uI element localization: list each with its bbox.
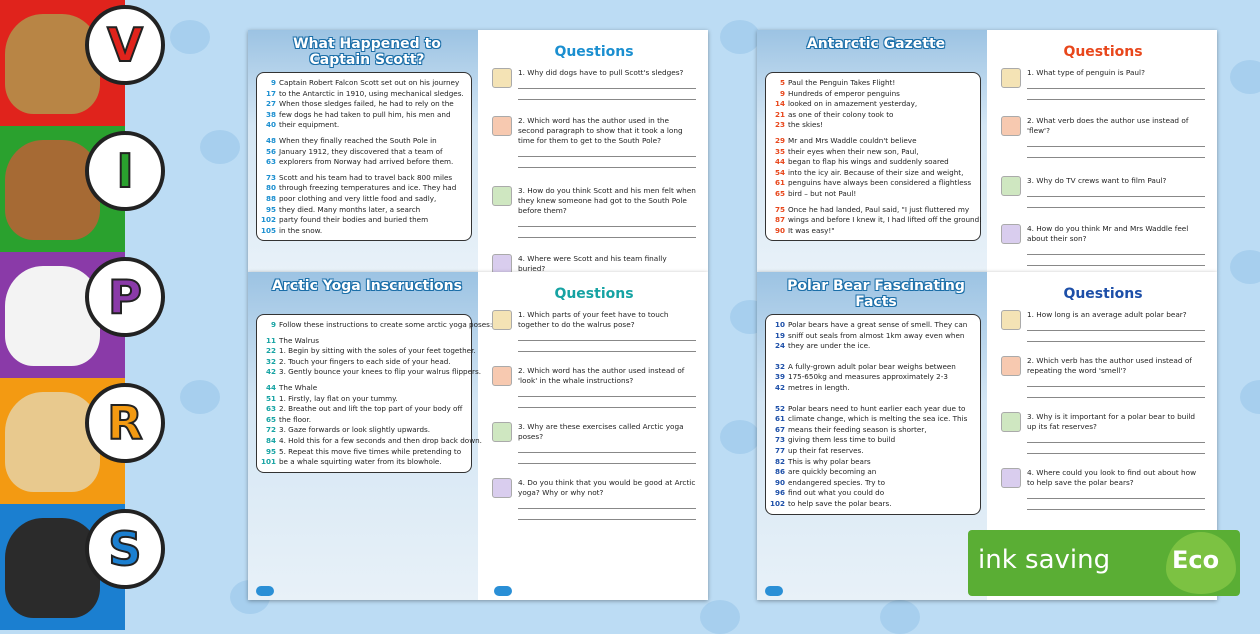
line-text: few dogs he had taken to pull him, his men and [279, 109, 451, 119]
line-text: endangered species. Try to [788, 477, 886, 487]
question-item [1001, 176, 1205, 208]
word-count: 95 [265, 204, 276, 214]
text-line [770, 99, 975, 110]
line-text: metres in length. [788, 382, 850, 392]
text-line [770, 478, 975, 489]
line-text: they died. Many months later, a search [279, 204, 421, 214]
line-text: 3. Gaze forwards or look slightly upwards. [279, 425, 431, 435]
text-line [770, 372, 975, 383]
line-text: penguins have always been considered a flightless [788, 178, 972, 188]
line-text: began to flap his wings and suddenly soared [788, 157, 949, 167]
answer-line [518, 442, 696, 453]
word-count: 52 [774, 403, 785, 413]
line-text: Hundreds of emperor penguins [788, 88, 900, 98]
answer-line [1027, 89, 1205, 100]
line-text: find out what you could do [788, 488, 885, 498]
text-line [261, 147, 466, 158]
text-line [770, 435, 975, 446]
line-text: Scott and his team had to travel back 800 miles [279, 172, 453, 182]
answer-line [518, 89, 696, 100]
question-item [1001, 224, 1205, 266]
text-line [770, 425, 975, 436]
word-count: 5 [779, 78, 785, 87]
text-line [770, 404, 975, 415]
word-count: 44 [774, 157, 785, 167]
word-count: 90 [774, 225, 785, 235]
question-item [492, 116, 696, 168]
text-line [770, 226, 975, 237]
paw-print [200, 130, 240, 164]
question-item [492, 478, 696, 520]
answer-line [1027, 244, 1205, 255]
text-line [261, 215, 466, 226]
line-text: Captain Robert Falcon Scott set out on his journey [279, 78, 460, 87]
paw-print [180, 380, 220, 414]
text-line [261, 226, 466, 237]
text-line [261, 415, 466, 426]
answer-line [518, 397, 696, 408]
word-count: 73 [774, 435, 785, 445]
line-text: 3. Gently bounce your knees to flip your walrus flippers. [279, 367, 482, 377]
question-item [492, 422, 696, 464]
word-count: 82 [774, 456, 785, 466]
answer-line [1027, 443, 1205, 454]
word-count: 21 [774, 109, 785, 119]
question-text: 3. Why is it important for a polar bear to build up its fat reserves? [1027, 412, 1196, 431]
answer-line [1027, 331, 1205, 342]
line-text: 5. Repeat this move five times while pretending to [279, 446, 462, 456]
line-text: their equipment. [279, 120, 340, 130]
vipers-dog-icon [492, 186, 512, 206]
question-text: 4. Do you think that you would be good at Arctic yoga? Why or why not? [518, 478, 696, 497]
text-line [770, 147, 975, 158]
text-line [261, 89, 466, 100]
word-count: 32 [265, 356, 276, 366]
vipers-dog-icon [1001, 224, 1021, 244]
text-line [261, 173, 466, 184]
answer-line [1027, 387, 1205, 398]
question-text: 2. Which word has the author used in the second paragraph to show that it took a long time for them to get to the South Pole? [518, 116, 683, 145]
word-count: 9 [270, 78, 276, 87]
answer-line [518, 216, 696, 227]
questions-heading: Questions [1063, 44, 1143, 60]
text-line [261, 404, 466, 415]
line-text: Polar bears have a great sense of smell. They can [788, 320, 968, 329]
letter-circle-s: S [85, 509, 165, 589]
vipers-dog-icon [1001, 310, 1021, 330]
word-count: 105 [261, 225, 277, 235]
line-text: the floor. [279, 414, 311, 424]
answer-line [518, 146, 696, 157]
question-text: 2. Which verb has the author used instead of repeating the word 'smell'? [1027, 356, 1192, 375]
line-text: Mr and Mrs Waddle couldn't believe [788, 135, 917, 145]
twinkl-logo [765, 586, 783, 596]
question-text: 4. Where could you look to find out about how to help save the polar bears? [1027, 468, 1197, 487]
word-count: 67 [774, 424, 785, 434]
text-line [261, 435, 482, 447]
word-count: 65 [265, 414, 276, 424]
question-text: 2. Which word has the author used instead of 'look' in the whale instructions? [518, 366, 685, 385]
text-line [770, 168, 975, 179]
line-text: bird – but not Paul! [788, 188, 857, 198]
dog-character-image [5, 392, 100, 492]
word-count: 63 [265, 404, 276, 414]
answer-line [1027, 136, 1205, 147]
text-line [261, 205, 466, 216]
text-line [770, 488, 975, 499]
line-text: 4. Hold this for a few seconds and then drop back down. [279, 435, 482, 445]
answer-line [518, 509, 696, 520]
word-count: 38 [265, 109, 276, 119]
line-text: as one of their colony took to [788, 109, 894, 119]
line-text: into the icy air. Because of their size and weight, [788, 167, 964, 177]
answer-line [1027, 197, 1205, 208]
dog-character-image [5, 518, 100, 618]
text-line [770, 499, 975, 510]
word-count: 80 [265, 183, 276, 193]
text-line [261, 447, 466, 458]
questions-heading: Questions [1063, 286, 1143, 302]
answer-line [1027, 186, 1205, 197]
word-count: 96 [774, 488, 785, 498]
letter-circle-i: I [85, 131, 165, 211]
line-text: looked on in amazement yesterday, [788, 99, 918, 109]
vipers-dog-icon [492, 478, 512, 498]
vipers-dog-icon [492, 116, 512, 136]
word-count: 61 [774, 178, 785, 188]
answer-line [518, 227, 696, 238]
word-count: 44 [265, 382, 276, 392]
paw-print [1230, 250, 1260, 284]
text-line [261, 99, 466, 110]
question-item [492, 186, 696, 238]
word-count: 102 [770, 498, 786, 508]
line-text: are quickly becoming an [788, 467, 877, 477]
word-count: 61 [774, 414, 785, 424]
dog-character-image [5, 266, 100, 366]
line-text: through freezing temperatures and ice. They had [279, 183, 457, 193]
answer-line [1027, 488, 1205, 499]
word-count: 84 [265, 435, 276, 445]
paw-print [880, 600, 920, 634]
word-count: 86 [774, 467, 785, 477]
line-text: they are under the ice. [788, 341, 871, 351]
line-text: Paul the Penguin Takes Flight! [788, 78, 896, 87]
worksheet-title: Antarctic Gazette [806, 36, 946, 52]
question-text: 3. How do you think Scott and his men felt when they knew someone had got to the South Pole before them? [518, 186, 696, 215]
vipers-dog-icon [492, 310, 512, 330]
answer-line [518, 78, 696, 89]
twinkl-logo [494, 586, 512, 596]
question-text: 3. Why are these exercises called Arctic yoga poses? [518, 422, 684, 441]
text-line [770, 136, 975, 147]
word-count: 63 [265, 157, 276, 167]
question-item [1001, 68, 1205, 100]
question-item [1001, 356, 1205, 398]
word-count: 14 [774, 99, 785, 109]
word-count: 17 [265, 88, 276, 98]
paw-print [720, 420, 760, 454]
text-line [261, 336, 466, 347]
text-line [261, 320, 493, 331]
line-text: 2. Breathe out and lift the top part of your body off [279, 404, 463, 414]
worksheet-title: Arctic Yoga Inscructions [272, 278, 462, 294]
word-count: 22 [265, 346, 276, 356]
word-count: 42 [265, 367, 276, 377]
line-text: poor clothing and very little food and sadly, [279, 193, 437, 203]
text-line [770, 189, 975, 200]
ink-saving-label: ink saving [978, 545, 1111, 575]
word-count: 54 [774, 167, 785, 177]
line-text: 1. Firstly, lay flat on your tummy. [279, 393, 398, 403]
line-text: to the Antarctic in 1910, using mechanical sledges. [279, 88, 464, 98]
text-line [261, 457, 466, 468]
question-item [492, 310, 696, 352]
paw-print [700, 600, 740, 634]
text-line [770, 467, 975, 478]
word-count: 77 [774, 445, 785, 455]
vipers-dog-icon [492, 422, 512, 442]
questions-panel [987, 30, 1217, 272]
text-line [261, 78, 466, 89]
word-count: 51 [265, 393, 276, 403]
questions-heading: Questions [554, 44, 634, 60]
line-text: up their fat reserves. [788, 445, 864, 455]
text-line [261, 183, 466, 194]
line-text: means their feeding season is shorter, [788, 424, 927, 434]
text-line [770, 120, 975, 131]
letter-circle-r: R [85, 383, 165, 463]
line-text: giving them less time to build [788, 435, 896, 445]
word-count: 95 [265, 446, 276, 456]
vipers-dog-icon [1001, 356, 1021, 376]
text-line [770, 414, 975, 425]
text-line [770, 157, 975, 168]
question-text: 1. Why did dogs have to pull Scott's sledges? [518, 68, 684, 77]
word-count: 90 [774, 477, 785, 487]
line-text: be a whale squirting water from its blowhole. [279, 457, 442, 467]
worksheet [248, 30, 708, 272]
answer-line [518, 386, 696, 397]
text-line [261, 110, 466, 121]
question-text: 1. Which parts of your feet have to touch together to do the walrus pose? [518, 310, 669, 329]
worksheet [757, 30, 1217, 272]
vipers-dog-icon [1001, 468, 1021, 488]
worksheet-title: Polar Bear Fascinating Facts [787, 278, 965, 310]
dog-character-image [5, 140, 100, 240]
questions-panel [478, 272, 708, 600]
text-line [770, 383, 975, 394]
line-text: When they finally reached the South Pole in [279, 135, 437, 145]
vipers-dog-icon [492, 366, 512, 386]
paw-print [1230, 60, 1260, 94]
text-line [770, 341, 975, 352]
text-line [770, 446, 975, 457]
line-text: Once he had landed, Paul said, "I just fluttered my [788, 204, 970, 214]
text-line [261, 394, 466, 405]
question-text: 2. What verb does the author use instead of 'flew'? [1027, 116, 1189, 135]
answer-line [1027, 147, 1205, 158]
word-count: 56 [265, 146, 276, 156]
word-count: 88 [265, 193, 276, 203]
answer-line [1027, 499, 1205, 510]
vipers-dog-icon [492, 68, 512, 88]
text-line [261, 136, 466, 147]
word-count: 19 [774, 330, 785, 340]
answer-line [1027, 78, 1205, 89]
text-line [261, 346, 476, 357]
line-text: The Walrus [279, 335, 319, 345]
line-text: climate change, which is melting the sea ice. This [788, 414, 968, 424]
line-text: wings and before I knew it, I had lifted off the ground! [788, 215, 983, 225]
text-line [770, 320, 975, 331]
answer-line [1027, 320, 1205, 331]
text-box [765, 314, 981, 515]
paw-print [1240, 380, 1260, 414]
letter-circle-v: V [85, 5, 165, 85]
word-count: 27 [265, 99, 276, 109]
word-count: 35 [774, 146, 785, 156]
letter-circle-p: P [85, 257, 165, 337]
word-count: 102 [261, 215, 277, 225]
question-item [492, 68, 696, 100]
text-line [261, 383, 466, 394]
answer-line [518, 498, 696, 509]
line-text: Polar bears need to hunt earlier each year due to [788, 403, 966, 413]
vipers-dog-icon [1001, 116, 1021, 136]
word-count: 48 [265, 135, 276, 145]
twinkl-logo [256, 586, 274, 596]
text-line [770, 89, 975, 100]
line-text: 175-650kg and measures approximately 2-3 [788, 372, 948, 382]
text-line [770, 331, 975, 342]
worksheet-title: What Happened to Captain Scott? [293, 36, 441, 68]
word-count: 11 [265, 335, 276, 345]
paw-print [720, 20, 760, 54]
answer-line [518, 341, 696, 352]
line-text: It was easy!" [788, 225, 835, 235]
word-count: 87 [774, 215, 785, 225]
answer-line [1027, 255, 1205, 266]
text-line [261, 120, 466, 131]
text-line [770, 205, 975, 216]
question-item [1001, 116, 1205, 158]
text-line [770, 457, 975, 468]
text-line [261, 357, 466, 368]
line-text: party found their bodies and buried them [279, 215, 429, 225]
answer-line [1027, 432, 1205, 443]
line-text: to help save the polar bears. [788, 498, 892, 508]
word-count: 39 [774, 372, 785, 382]
eco-label: Eco [1172, 546, 1220, 574]
word-count: 42 [774, 382, 785, 392]
line-text: their eyes when their new son, Paul, [788, 146, 919, 156]
text-line [261, 367, 482, 378]
line-text: the skies! [788, 120, 824, 130]
question-item [1001, 310, 1205, 342]
answer-line [1027, 376, 1205, 387]
vipers-dog-icon [492, 254, 512, 272]
word-count: 65 [774, 188, 785, 198]
question-text: 3. Why do TV crews want to film Paul? [1027, 176, 1167, 185]
text-panel [248, 30, 478, 272]
vipers-dog-icon [1001, 68, 1021, 88]
line-text: 1. Begin by sitting with the soles of your feet together. [279, 346, 476, 356]
word-count: 72 [265, 425, 276, 435]
questions-panel [478, 30, 708, 272]
line-text: A fully-grown adult polar bear weighs between [788, 361, 956, 371]
text-line [770, 178, 975, 189]
question-text: 1. What type of penguin is Paul? [1027, 68, 1145, 77]
line-text: sniff out seals from almost 1km away even when [788, 330, 965, 340]
line-text: The Whale [279, 382, 318, 392]
vipers-dog-icon [1001, 412, 1021, 432]
word-count: 101 [261, 457, 277, 467]
line-text: When those sledges failed, he had to rely on the [279, 99, 454, 109]
answer-line [518, 330, 696, 341]
text-box [765, 72, 981, 241]
question-item [1001, 468, 1205, 510]
text-line [261, 157, 466, 168]
answer-line [518, 157, 696, 168]
worksheet [248, 272, 708, 600]
text-box [256, 314, 493, 473]
word-count: 40 [265, 120, 276, 130]
line-text: Follow these instructions to create some arctic yoga poses: [279, 320, 493, 329]
question-item [492, 366, 696, 408]
text-line [770, 362, 975, 373]
line-text: This is why polar bears [788, 456, 871, 466]
word-count: 73 [265, 172, 276, 182]
line-text: in the snow. [279, 225, 323, 235]
line-text: 2. Touch your fingers to each side of your head. [279, 356, 451, 366]
word-count: 75 [774, 204, 785, 214]
word-count: 29 [774, 135, 785, 145]
text-line [770, 78, 975, 89]
question-item [492, 254, 696, 272]
paw-print [170, 20, 210, 54]
text-box [256, 72, 472, 241]
line-text: January 1912, they discovered that a team of [279, 146, 443, 156]
text-panel [248, 272, 493, 600]
question-text: 4. How do you think Mr and Mrs Waddle feel about their son? [1027, 224, 1189, 243]
word-count: 24 [774, 341, 785, 351]
word-count: 10 [774, 320, 785, 329]
text-line [770, 215, 983, 226]
text-panel [757, 30, 987, 272]
word-count: 9 [270, 320, 276, 329]
question-item [1001, 412, 1205, 454]
question-text: 4. Where were Scott and his team finally buried? [518, 254, 667, 272]
question-text: 1. How long is an average adult polar bear? [1027, 310, 1187, 319]
vipers-dog-icon [1001, 176, 1021, 196]
dog-character-image [5, 14, 100, 114]
line-text: explorers from Norway had arrived before them. [279, 157, 454, 167]
word-count: 9 [779, 88, 785, 98]
word-count: 23 [774, 120, 785, 130]
text-line [770, 110, 975, 121]
text-panel [757, 272, 987, 600]
text-line [261, 425, 466, 436]
text-line [261, 194, 466, 205]
word-count: 32 [774, 361, 785, 371]
answer-line [518, 453, 696, 464]
questions-heading: Questions [554, 286, 634, 302]
